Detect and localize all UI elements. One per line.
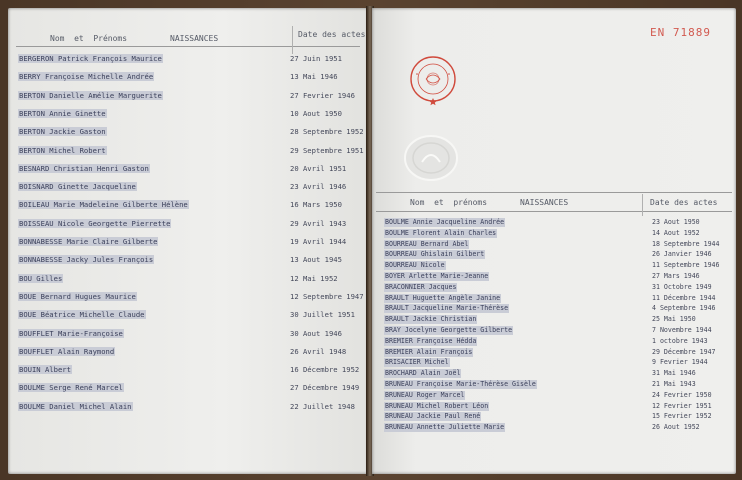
entry-name: BRUNEAU Michel Robert Léon bbox=[385, 401, 489, 410]
entry-name: BOISSEAU Nicole Georgette Pierrette bbox=[19, 218, 171, 228]
entry-name: BOUIN Albert bbox=[19, 365, 71, 375]
entry-name: BERRY Françoise Michelle Andrée bbox=[19, 72, 154, 82]
entry-name: BERTON Annie Ginette bbox=[19, 108, 106, 118]
entry-name: BERTON Jackie Gaston bbox=[19, 127, 106, 137]
entry-date: 9 Fevrier 1944 bbox=[652, 358, 708, 367]
entry-name: BOYER Arlette Marie-Jeanne bbox=[385, 272, 489, 280]
entry-date: 12 Mai 1952 bbox=[290, 273, 338, 283]
entry-name: BRUNEAU Françoise Marie-Thérèse Gisèle bbox=[385, 380, 536, 388]
left-header-divider bbox=[292, 26, 293, 54]
entry-date: 27 Fevrier 1946 bbox=[290, 90, 355, 100]
register-number: EN 71889 bbox=[650, 26, 711, 39]
left-header-name-col: Nom et Prénoms bbox=[50, 34, 128, 43]
right-header-event-col: NAISSANCES bbox=[520, 198, 569, 207]
entry-name: BREMIER Françoise Hédda bbox=[385, 336, 477, 345]
entry-date: 22 Juillet 1948 bbox=[290, 401, 355, 411]
entry-date: 28 Septembre 1952 bbox=[290, 127, 364, 137]
left-header-date-col: Date des actes bbox=[298, 30, 366, 39]
left-header-event-col: NAISSANCES bbox=[170, 34, 219, 43]
entry-date: 27 Décembre 1949 bbox=[290, 383, 360, 393]
entry-name: BOULME Annie Jacqueline Andrée bbox=[385, 218, 505, 226]
right-header-divider bbox=[642, 194, 643, 216]
entry-name: BOURREAU Ghislain Gilbert bbox=[385, 250, 485, 259]
left-page bbox=[8, 8, 368, 474]
entry-name: BERTON Danielle Amélie Marguerite bbox=[19, 90, 162, 100]
entry-date: 31 Octobre 1949 bbox=[652, 282, 712, 291]
entry-date: 29 Septembre 1951 bbox=[290, 145, 364, 155]
entry-date: 26 Avril 1948 bbox=[290, 346, 347, 356]
entry-name: BOULME Serge René Marcel bbox=[19, 383, 123, 393]
right-header-name-col: Nom et prénoms bbox=[410, 198, 488, 207]
official-stamp-icon bbox=[406, 52, 460, 106]
entry-name: BOUE Béatrice Michelle Claude bbox=[19, 310, 145, 320]
entry-date: 4 Septembre 1946 bbox=[652, 304, 716, 313]
entry-date: 1 octobre 1943 bbox=[652, 336, 708, 345]
entry-date: 21 Mai 1943 bbox=[652, 380, 696, 388]
entry-name: BONNABESSE Marie Claire Gilberte bbox=[19, 237, 158, 246]
entry-name: BRUNEAU Annette Juliette Marie bbox=[385, 423, 505, 432]
entry-date: 20 Avril 1951 bbox=[290, 163, 347, 173]
entry-date: 23 Avril 1946 bbox=[290, 182, 347, 192]
right-header-top-rule bbox=[376, 192, 732, 193]
entry-date: 16 Décembre 1952 bbox=[290, 365, 360, 375]
entry-date: 12 Septembre 1947 bbox=[290, 291, 364, 301]
right-header-date-col: Date des actes bbox=[650, 198, 718, 207]
entry-name: BOUFFLET Marie-Françoise bbox=[19, 328, 123, 338]
entry-date: 24 Fevrier 1950 bbox=[652, 390, 712, 399]
entry-date: 29 Avril 1943 bbox=[290, 218, 347, 228]
left-header-rule bbox=[16, 46, 360, 47]
entry-name: BRAY Jocelyne Georgette Gilberte bbox=[385, 326, 513, 334]
entry-date: 30 Aout 1946 bbox=[290, 328, 342, 338]
entry-date: 12 Fevrier 1951 bbox=[652, 401, 712, 410]
entry-date: 31 Mai 1946 bbox=[652, 369, 696, 378]
entry-date: 18 Septembre 1944 bbox=[652, 239, 720, 248]
entry-name: BRAULT Huguette Angèle Janine bbox=[385, 293, 501, 302]
embossed-seal-icon bbox=[396, 128, 466, 188]
entry-name: BONNABESSE Jacky Jules François bbox=[19, 255, 154, 265]
entry-name: BERGERON Patrick François Maurice bbox=[19, 54, 162, 63]
entry-date: 29 Décembre 1947 bbox=[652, 347, 716, 356]
entry-name: BRUNEAU Jackie Paul René bbox=[385, 412, 481, 421]
entry-date: 26 Janvier 1946 bbox=[652, 250, 712, 259]
entry-name: BOULME Daniel Michel Alain bbox=[19, 401, 132, 411]
entry-date: 7 Novembre 1944 bbox=[652, 326, 712, 334]
entry-name: BOILEAU Marie Madeleine Gilberte Hélène bbox=[19, 200, 188, 210]
entry-name: BOISNARD Ginette Jacqueline bbox=[19, 182, 136, 192]
entry-date: 26 Aout 1952 bbox=[652, 423, 700, 432]
entry-date: 27 Mars 1946 bbox=[652, 272, 700, 280]
entry-date: 13 Mai 1946 bbox=[290, 72, 338, 82]
entry-name: BERTON Michel Robert bbox=[19, 145, 106, 155]
entry-date: 27 Juin 1951 bbox=[290, 54, 342, 63]
entry-date: 11 Décembre 1944 bbox=[652, 293, 716, 302]
entry-name: BOUE Bernard Hugues Maurice bbox=[19, 291, 136, 301]
entry-date: 15 Fevrier 1952 bbox=[652, 412, 712, 421]
entry-date: 11 Septembre 1946 bbox=[652, 261, 720, 270]
right-page bbox=[372, 8, 736, 474]
entry-name: BRACONNIER Jacques bbox=[385, 282, 457, 291]
entry-name: BOUFFLET Alain Raymond bbox=[19, 346, 115, 356]
entry-date: 25 Mai 1950 bbox=[652, 315, 696, 324]
entry-name: BRUNEAU Roger Marcel bbox=[385, 390, 465, 399]
entry-name: BESNARD Christian Henri Gaston bbox=[19, 163, 149, 173]
entry-date: 30 Juillet 1951 bbox=[290, 310, 355, 320]
entry-date: 10 Aout 1950 bbox=[290, 108, 342, 118]
entry-date: 16 Mars 1950 bbox=[290, 200, 342, 210]
entry-date: 19 Avril 1944 bbox=[290, 237, 347, 246]
entry-date: 13 Aout 1945 bbox=[290, 255, 342, 265]
entry-name: BRISACIER Michel bbox=[385, 358, 449, 367]
right-header-bottom-rule bbox=[376, 211, 732, 212]
entry-name: BREMIER Alain François bbox=[385, 347, 473, 356]
entry-name: BRAULT Jackie Christian bbox=[385, 315, 477, 324]
entry-name: BOURREAU Bernard Abel bbox=[385, 239, 469, 248]
entry-date: 23 Aout 1950 bbox=[652, 218, 700, 226]
entry-name: BROCHARD Alain Joël bbox=[385, 369, 461, 378]
entry-name: BOULME Florent Alain Charles bbox=[385, 228, 497, 237]
entry-name: BOURREAU Nicole bbox=[385, 261, 445, 270]
entry-date: 14 Aout 1952 bbox=[652, 228, 700, 237]
entry-name: BRAULT Jacqueline Marie-Thérèse bbox=[385, 304, 509, 313]
entry-name: BOU Gilles bbox=[19, 273, 63, 283]
